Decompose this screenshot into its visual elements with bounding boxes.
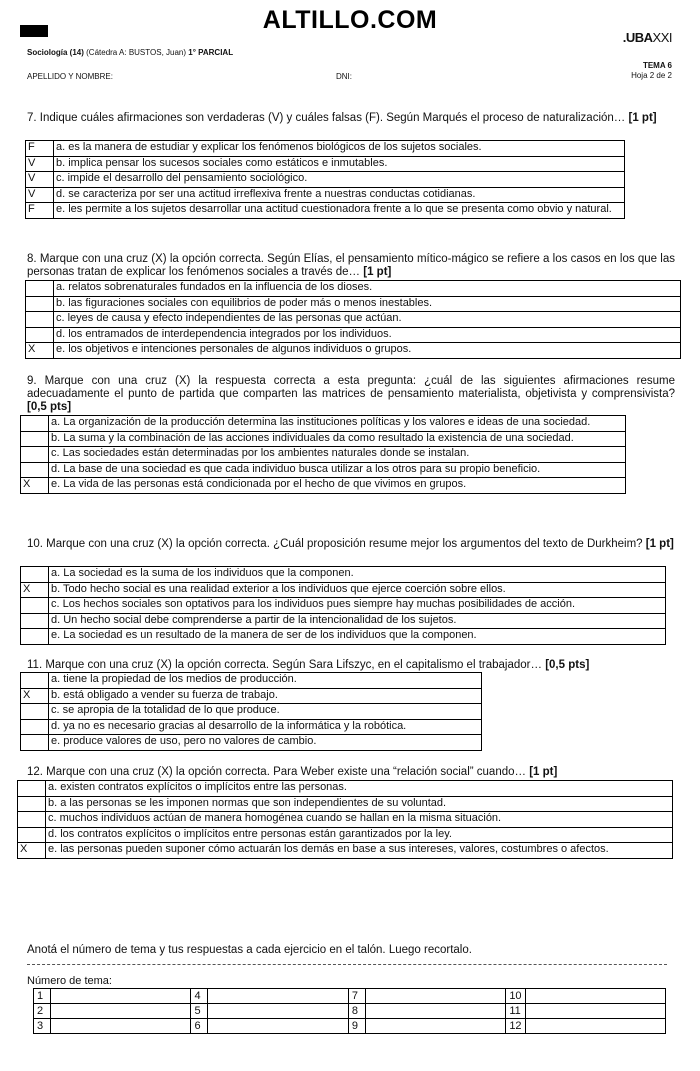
option-row — [26, 141, 625, 157]
talon-answer-cell[interactable] — [365, 1004, 505, 1019]
talon-answer-cell[interactable] — [51, 1004, 191, 1019]
options-table-10 — [20, 566, 666, 645]
option-row — [18, 796, 673, 812]
option-row — [26, 343, 681, 359]
uba-xxi: XXI — [652, 30, 672, 45]
option-text: d. se caracteriza por ser una actitud irreflexiva frente a nuestras conductas cotidianas. — [54, 187, 625, 203]
option-row — [26, 312, 681, 328]
options-table-8 — [25, 280, 681, 359]
talon-answer-cell[interactable] — [525, 1019, 665, 1034]
options-table-11 — [20, 672, 482, 751]
course-header — [27, 48, 233, 57]
question-points: [1 pt] — [363, 266, 392, 278]
option-text: c. Los hechos sociales son optativos para los individuos pues siempre hay muchas posibilidades de acción. — [49, 598, 666, 614]
option-row — [26, 156, 625, 172]
apellido-label: APELLIDO Y NOMBRE: — [27, 72, 113, 81]
talon-row — [34, 1019, 666, 1034]
option-text: d. los entramados de interdependencia integrados por los individuos. — [54, 327, 681, 343]
answer-cell[interactable]: X — [18, 843, 46, 859]
option-row — [26, 327, 681, 343]
question-8 — [27, 253, 675, 279]
option-text: c. se apropia de la totalidad de lo que produce. — [49, 704, 482, 720]
option-text: e. los objetivos e intenciones personales de algunos individuos o grupos. — [54, 343, 681, 359]
option-text: a. La sociedad es la suma de los individuos que la componen. — [49, 567, 666, 583]
talon-answer-cell[interactable] — [208, 1004, 348, 1019]
option-text: a. existen contratos explícitos o implícitos entre las personas. — [46, 781, 673, 797]
answer-cell[interactable]: V — [26, 156, 54, 172]
talon-answer-cell[interactable] — [525, 1004, 665, 1019]
option-row — [21, 673, 482, 689]
option-row — [21, 462, 626, 478]
answer-cell[interactable] — [18, 796, 46, 812]
option-text: b. La suma y la combinación de las acciones individuales da como resultado la existencia de una sociedad. — [49, 431, 626, 447]
question-points: [1 pt] — [645, 538, 674, 550]
talon-number: 9 — [348, 1019, 365, 1034]
talon-answer-cell[interactable] — [365, 989, 505, 1004]
answer-cell[interactable] — [21, 416, 49, 432]
answer-cell[interactable] — [21, 598, 49, 614]
option-text: b. implica pensar los sucesos sociales como estáticos e inmutables. — [54, 156, 625, 172]
answer-cell[interactable]: X — [21, 582, 49, 598]
answer-cell[interactable] — [21, 447, 49, 463]
answer-cell[interactable] — [18, 812, 46, 828]
options-table-9 — [20, 415, 626, 494]
option-text: b. las figuraciones sociales con equilibrios de poder más o menos inestables. — [54, 296, 681, 312]
option-row — [21, 613, 666, 629]
option-text: e. produce valores de uso, pero no valores de cambio. — [49, 735, 482, 751]
question-7 — [27, 112, 675, 125]
answer-cell[interactable]: V — [26, 172, 54, 188]
question-text: 10. Marque con una cruz (X) la opción correcta. ¿Cuál proposición resume mejor los argumentos del texto de Durkheim? — [27, 538, 643, 550]
question-points: [1 pt] — [529, 766, 558, 778]
option-text: d. los contratos explícitos o implícitos entre personas están garantizados por la ley. — [46, 827, 673, 843]
question-points: [0,5 pts] — [545, 659, 590, 671]
option-text: a. relatos sobrenaturales fundados en la influencia de los dioses. — [54, 281, 681, 297]
answer-cell[interactable] — [18, 827, 46, 843]
option-row — [21, 629, 666, 645]
option-text: d. La base de una sociedad es que cada individuo busca utilizar a los otros para su propio beneficio. — [49, 462, 626, 478]
option-row — [21, 478, 626, 494]
answer-cell[interactable] — [26, 281, 54, 297]
question-text: 9. Marque con una cruz (X) la respuesta correcta a esta pregunta: ¿cuál de las siguientes afirmaciones resume adecuadamente el punto de partida que comparten las matrices de pensamiento materialista, objetivista y comprensivista? — [27, 375, 675, 400]
answer-cell[interactable] — [21, 567, 49, 583]
option-text: d. ya no es necesario gracias al desarrollo de la informática y la robótica. — [49, 719, 482, 735]
question-10 — [27, 538, 675, 551]
talon-number: 12 — [506, 1019, 525, 1034]
option-text: d. Un hecho social debe comprenderse a partir de la intencionalidad de los sujetos. — [49, 613, 666, 629]
talon-answer-cell[interactable] — [208, 989, 348, 1004]
talon-number: 2 — [34, 1004, 51, 1019]
answer-cell[interactable] — [21, 735, 49, 751]
answer-cell[interactable] — [18, 781, 46, 797]
option-row — [26, 281, 681, 297]
answer-cell[interactable] — [26, 296, 54, 312]
talon-answer-cell[interactable] — [51, 1019, 191, 1034]
option-text: c. impide el desarrollo del pensamiento sociológico. — [54, 172, 625, 188]
option-row — [21, 735, 482, 751]
option-text: c. muchos individuos actúan de manera homogénea cuando se hallan en la misma situación. — [46, 812, 673, 828]
option-text: c. leyes de causa y efecto independientes de las personas que actúan. — [54, 312, 681, 328]
option-row — [21, 567, 666, 583]
talon-number: 7 — [348, 989, 365, 1004]
answer-cell[interactable] — [21, 673, 49, 689]
talon-row — [34, 1004, 666, 1019]
answer-cell[interactable] — [21, 629, 49, 645]
answer-cell[interactable] — [21, 462, 49, 478]
answer-cell[interactable] — [21, 431, 49, 447]
numero-tema-label: Número de tema: — [27, 975, 112, 987]
options-table-12 — [17, 780, 673, 859]
option-row — [26, 203, 625, 219]
question-text: 12. Marque con una cruz (X) la opción correcta. Para Weber existe una “relación social” cuando… — [27, 766, 527, 778]
site-title: ALTILLO.COM — [262, 6, 438, 34]
question-points: [0,5 pts] — [27, 401, 72, 413]
option-row — [18, 812, 673, 828]
talon-answer-cell[interactable] — [525, 989, 665, 1004]
option-text: a. La organización de la producción determina las instituciones políticas y los valores e ideas de una sociedad. — [49, 416, 626, 432]
answer-cell[interactable]: X — [21, 478, 49, 494]
tema-label: TEMA 6 — [642, 61, 672, 70]
option-row — [21, 719, 482, 735]
talon-number: 1 — [34, 989, 51, 1004]
option-text: e. las personas pueden suponer cómo actuarán los demás en base a sus intereses, valores, costumbres o afectos. — [46, 843, 673, 859]
option-row — [21, 416, 626, 432]
option-row — [18, 843, 673, 859]
question-points: [1 pt] — [628, 112, 657, 124]
options-table-7 — [25, 140, 625, 219]
answer-cell[interactable]: X — [26, 343, 54, 359]
dni-label: DNI: — [336, 72, 352, 81]
talon-answer-cell[interactable] — [365, 1019, 505, 1034]
cut-line — [27, 964, 667, 965]
course-exam: 1° PARCIAL — [188, 48, 234, 57]
option-text: b. a las personas se les imponen normas que son independientes de su voluntad. — [46, 796, 673, 812]
option-row — [18, 781, 673, 797]
talon-answer-cell[interactable] — [208, 1019, 348, 1034]
answer-cell[interactable] — [26, 312, 54, 328]
option-row — [21, 431, 626, 447]
talon-answer-cell[interactable] — [51, 989, 191, 1004]
uba-logo — [623, 30, 672, 45]
question-12 — [27, 766, 675, 779]
talon-table — [33, 988, 666, 1034]
talon-number: 3 — [34, 1019, 51, 1034]
option-row — [21, 598, 666, 614]
option-text: e. La vida de las personas está condicionada por el hecho de que vivimos en grupos. — [49, 478, 626, 494]
question-11 — [27, 659, 675, 672]
talon-row — [34, 989, 666, 1004]
talon-number: 10 — [506, 989, 525, 1004]
course-catedra: (Cátedra A: BUSTOS, Juan) — [83, 48, 189, 57]
option-row — [26, 172, 625, 188]
uba-main: .UBA — [622, 30, 653, 45]
option-row — [21, 688, 482, 704]
answer-cell[interactable] — [21, 719, 49, 735]
talon-number: 11 — [506, 1004, 525, 1019]
option-text: b. está obligado a vender su fuerza de trabajo. — [49, 688, 482, 704]
answer-cell[interactable]: V — [26, 187, 54, 203]
talon-instructions: Anotá el número de tema y tus respuestas a cada ejercicio en el talón. Luego recortalo. — [27, 944, 472, 956]
answer-cell[interactable] — [26, 327, 54, 343]
question-text: 7. Indique cuáles afirmaciones son verdaderas (V) y cuáles falsas (F). Según Marqués el proceso de naturalización… — [27, 112, 626, 124]
talon-number: 4 — [191, 989, 208, 1004]
talon-number: 6 — [191, 1019, 208, 1034]
option-row — [21, 582, 666, 598]
answer-cell[interactable] — [21, 704, 49, 720]
talon-number: 8 — [348, 1004, 365, 1019]
answer-cell[interactable] — [21, 613, 49, 629]
question-9 — [27, 375, 675, 414]
question-text: 8. Marque con una cruz (X) la opción correcta. Según Elías, el pensamiento mítico-mágico se refiere a los casos en los que las personas tratan de explicar los fenómenos sociales a través de… — [27, 253, 675, 278]
option-text: e. les permite a los sujetos desarrollar una actitud cuestionadora frente a lo que se presenta como obvio y natural. — [54, 203, 625, 219]
answer-cell[interactable]: F — [26, 141, 54, 157]
option-row — [21, 447, 626, 463]
option-row — [26, 296, 681, 312]
course-name: Sociología (14) — [27, 48, 84, 57]
option-text: e. La sociedad es un resultado de la manera de ser de los individuos que la componen. — [49, 629, 666, 645]
talon-number: 5 — [191, 1004, 208, 1019]
answer-cell[interactable]: F — [26, 203, 54, 219]
question-text: 11. Marque con una cruz (X) la opción correcta. Según Sara Lifszyc, en el capitalismo el trabajador… — [27, 659, 542, 671]
hoja-label: Hoja 2 de 2 — [631, 71, 672, 80]
option-text: b. Todo hecho social es una realidad exterior a los individuos que ejerce coerción sobre ellos. — [49, 582, 666, 598]
option-text: a. es la manera de estudiar y explicar los fenómenos biológicos de los sujetos sociales. — [54, 141, 625, 157]
option-text: c. Las sociedades están determinadas por los ambientes naturales donde se instalan. — [49, 447, 626, 463]
option-row — [18, 827, 673, 843]
option-row — [26, 187, 625, 203]
option-text: a. tiene la propiedad de los medios de producción. — [49, 673, 482, 689]
answer-cell[interactable]: X — [21, 688, 49, 704]
option-row — [21, 704, 482, 720]
